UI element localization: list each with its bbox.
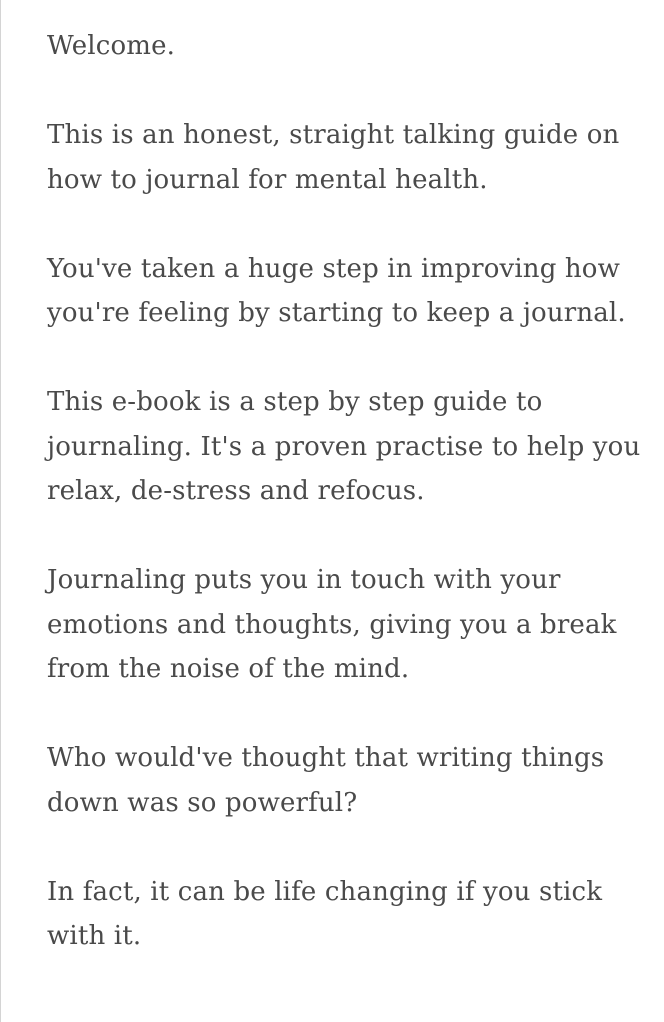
- paragraph-ebook-guide: This e-book is a step by step guide to journaling. It's a proven practise to help you relax, de-stress and refocus.: [47, 387, 641, 506]
- page-body: [47, 24, 647, 959]
- paragraph-emotions: Journaling puts you in touch with your emotions and thoughts, giving you a break from the noise of the mind.: [47, 565, 617, 684]
- paragraph-powerful: Who would've thought that writing things down was so powerful?: [47, 743, 605, 818]
- paragraph-welcome: Welcome.: [47, 31, 176, 61]
- paragraph-intro: This is an honest, straight talking guide on how to journal for mental health.: [47, 120, 620, 195]
- paragraph-huge-step: You've taken a huge step in improving how you're feeling by starting to keep a journal.: [47, 253, 626, 328]
- paragraph-life-changing: In fact, it can be life changing if you stick with it.: [47, 876, 603, 951]
